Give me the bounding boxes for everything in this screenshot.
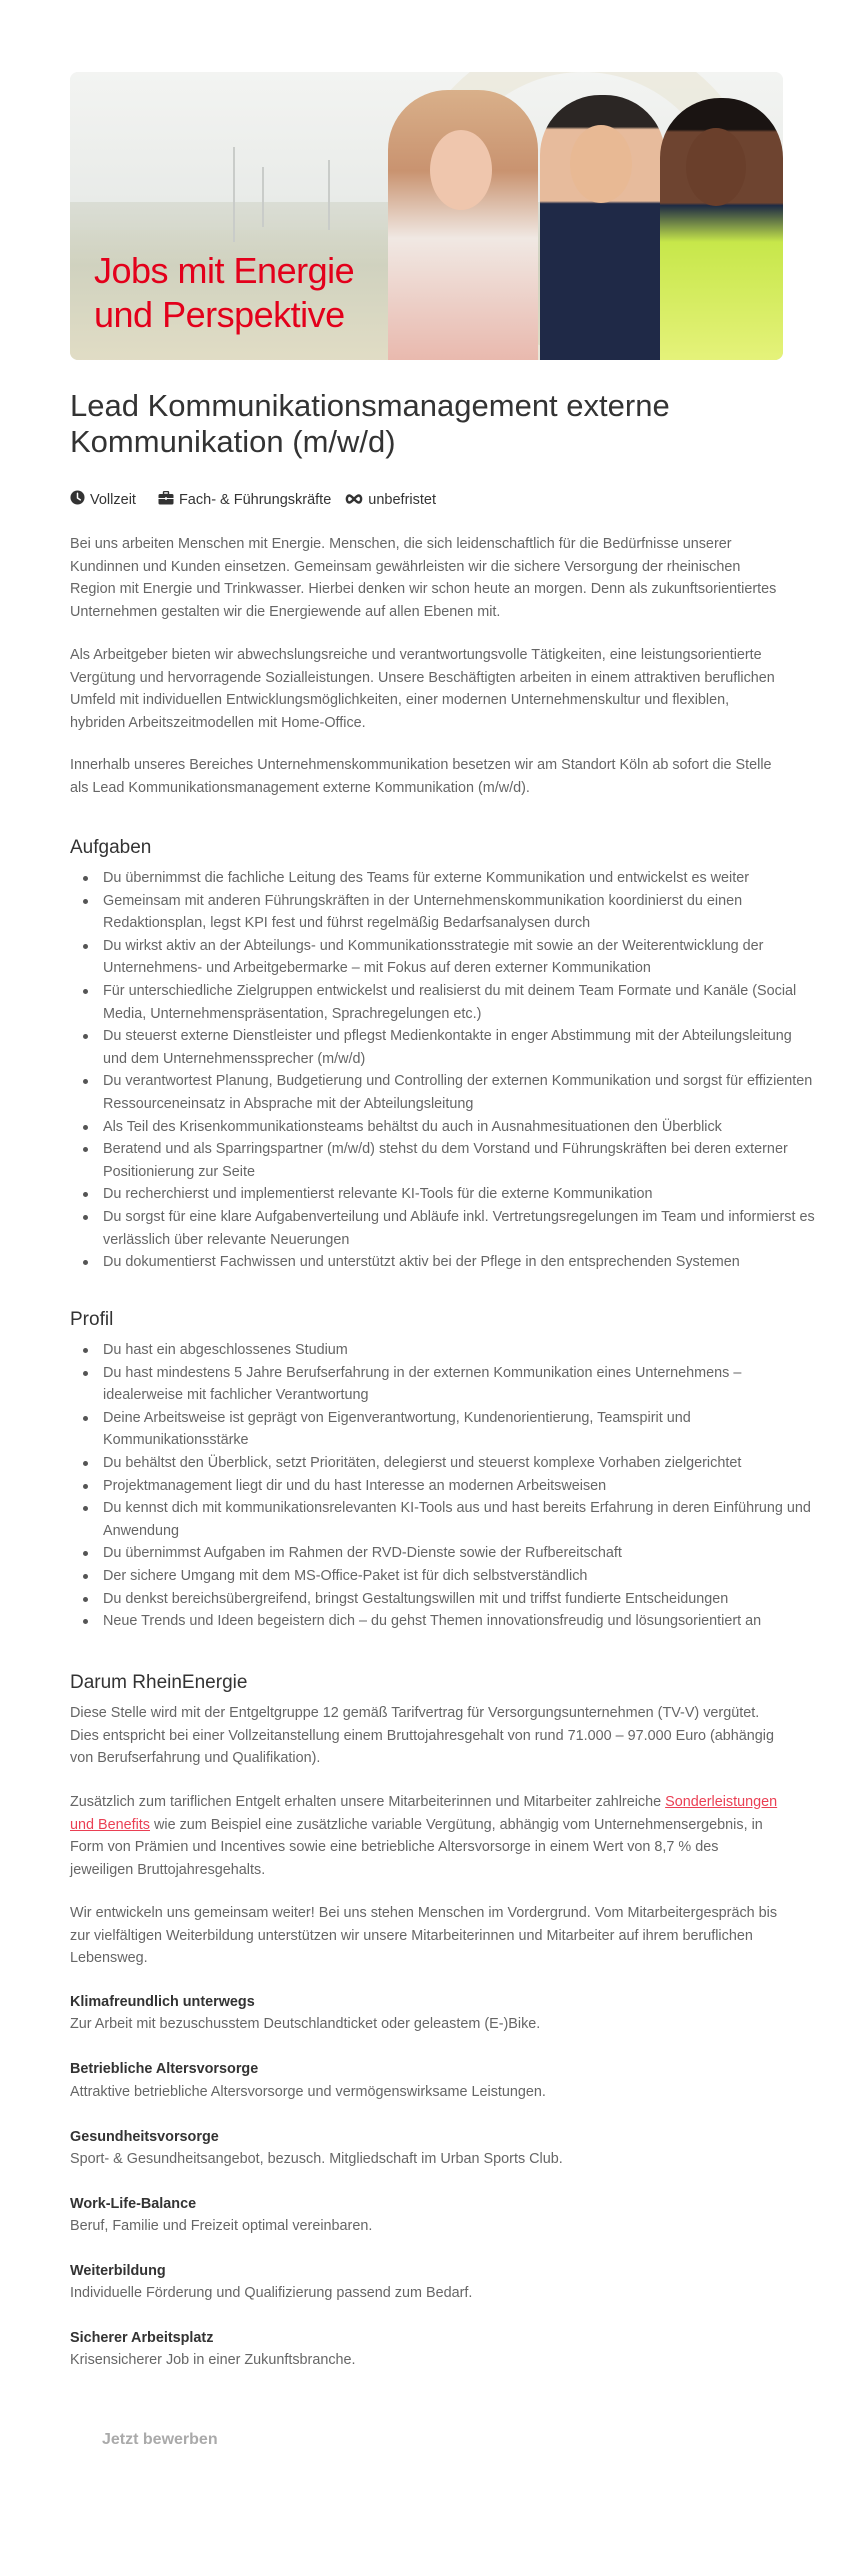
apply-button[interactable]: Jetzt bewerben (102, 2431, 218, 2448)
list-item: Du kennst dich mit kommunikationsrelevanten KI-Tools aus und hast bereits Erfahrung in deren Einführung und Anwendung (103, 1497, 816, 1542)
benefits-link[interactable]: Sonderleistungen und Benefits (70, 1794, 778, 1833)
list-item: Du denkst bereichsübergreifend, bringst Gestaltungswillen mit und triffst fundierte Entscheidungen (103, 1588, 816, 1611)
list-item: Du steuerst externe Dienstleister und pflegst Medienkontakte in enger Abstimmung mit der Abteilungsleitung und dem Unternehmenssprecher (m/w/d) (103, 1025, 816, 1070)
benefits-text: wie zum Beispiel eine zusätzliche variable Vergütung, abhängig vom Unternehmensergebnis, in Form von Prämien und Incentives sowie eine betriebliche Altersvorsorge in einem Wert von 8,7 % des jeweiligen Bruttojahresgehalts. (70, 1816, 763, 1878)
infinity-icon (345, 492, 363, 508)
benefit-title: Sicherer Arbeitsplatz (70, 2330, 214, 2346)
list-item: Als Teil des Krisenkommunikationsteams behältst du auch in Ausnahmesituationen den Überblick (103, 1116, 816, 1139)
list-item: Du übernimmst die fachliche Leitung des Teams für externe Kommunikation und entwickelst es weiter (103, 867, 816, 890)
meta-label: unbefristet (368, 491, 436, 508)
intro-paragraph: Innerhalb unseres Bereiches Unternehmenskommunikation besetzen wir am Standort Köln ab sofort die Stelle als Lead Kommunikationsmanagement externe Kommunikation (m/w/d). (70, 757, 772, 796)
list-item: Du sorgst für eine klare Aufgabenverteilung und Abläufe inkl. Vertretungsregelungen im Team und informierst es verlässlich über relevante Neuerungen (103, 1206, 816, 1251)
section-heading-darum: Darum RheinEnergie (70, 1672, 248, 1693)
list-item: Neue Trends und Ideen begeistern dich – du gehst Themen innovationsfreudig und lösungsorientiert an (103, 1610, 816, 1633)
benefit-title: Work-Life-Balance (70, 2196, 197, 2212)
meta-contract-type (345, 492, 436, 508)
benefits-text: Zusätzlich zum tariflichen Entgelt erhalten unsere Mitarbeiterinnen und Mitarbeiter zahlreiche (70, 1794, 666, 1810)
list-item: Projektmanagement liegt dir und du hast Interesse an modernen Arbeitsweisen (103, 1475, 816, 1498)
benefit-description: Attraktive betriebliche Altersvorsorge und vermögenswirksame Leistungen. (70, 2084, 546, 2100)
list-item: Beratend und als Sparringspartner (m/w/d) stehst du dem Vorstand und Führungskräften bei deren externer Positionierung zur Seite (103, 1138, 816, 1183)
benefit-description: Sport- & Gesundheitsangebot, bezusch. Mitgliedschaft im Urban Sports Club. (70, 2151, 563, 2167)
hero-banner (70, 72, 783, 360)
list-item: Für unterschiedliche Zielgruppen entwickelst und realisierst du mit deinem Team Formate und Kanäle (Social Media, Unternehmenspräsentation, Sprachregelungen etc.) (103, 980, 816, 1025)
list-item: Du dokumentierst Fachwissen und unterstützt aktiv bei der Pflege in den entsprechenden Systemen (103, 1251, 816, 1274)
aufgaben-list (70, 867, 816, 1274)
banner-headline (94, 249, 354, 337)
wind-turbine-icon (262, 167, 264, 227)
profil-list (70, 1339, 816, 1633)
list-item: Deine Arbeitsweise ist geprägt von Eigenverantwortung, Kundenorientierung, Teamspirit und Kommunikationsstärke (103, 1407, 816, 1452)
intro-paragraph: Bei uns arbeiten Menschen mit Energie. Menschen, die sich leidenschaftlich für die Bedürfnisse unserer Kundinnen und Kunden einsetzen. Gemeinsam gewährleisten wir die sichere Versorgung der rheinischen Region mit Energie und Trinkwasser. Hierbei denken wir schon heute an morgen. Denn als zukunftsorientiertes Unternehmen gestalten wir die Energiewende auf allen Ebenen mit. (70, 536, 777, 620)
benefit-description: Krisensicherer Job in einer Zukunftsbranche. (70, 2352, 356, 2368)
benefit-description: Zur Arbeit mit bezuschusstem Deutschlandticket oder geleastem (E-)Bike. (70, 2016, 541, 2032)
banner-person-technician (660, 98, 783, 360)
banner-headline-line2: und Perspektive (94, 294, 345, 335)
list-item: Du recherchierst und implementierst relevante KI-Tools für die externe Kommunikation (103, 1183, 816, 1206)
list-item: Du hast ein abgeschlossenes Studium (103, 1339, 816, 1362)
section-heading-profil: Profil (70, 1309, 114, 1330)
banner-person-woman (388, 90, 538, 360)
section-heading-aufgaben: Aufgaben (70, 837, 152, 858)
list-item: Du übernimmst Aufgaben im Rahmen der RVD-Dienste sowie der Rufbereitschaft (103, 1542, 816, 1565)
benefit-title: Betriebliche Altersvorsorge (70, 2061, 259, 2077)
benefit-title: Gesundheitsvorsorge (70, 2129, 219, 2145)
list-item: Du behältst den Überblick, setzt Prioritäten, delegierst und steuerst komplexe Vorhaben zielgerichtet (103, 1452, 816, 1475)
list-item: Du wirkst aktiv an der Abteilungs- und Kommunikationsstrategie mit sowie an der Weiterentwicklung der Unternehmens- und Arbeitgebermarke – mit Fokus auf deren externer Kommunikation (103, 935, 816, 980)
briefcase-icon (158, 491, 174, 509)
benefit-description: Beruf, Familie und Freizeit optimal vereinbaren. (70, 2218, 373, 2234)
list-item: Der sichere Umgang mit dem MS-Office-Paket ist für dich selbstverständlich (103, 1565, 816, 1588)
banner-headline-line1: Jobs mit Energie (94, 250, 355, 291)
benefit-title: Weiterbildung (70, 2263, 166, 2279)
salary-paragraph: Diese Stelle wird mit der Entgeltgruppe 12 gemäß Tarifvertrag für Versorgungsunternehmen (TV-V) vergütet. Dies entspricht bei einer Vollzeitanstellung einem Bruttojahresgehalt von rund 71.000 – 97.000 Euro (abhängig von Berufserfahrung und Qualifikation). (70, 1705, 775, 1767)
meta-label: Vollzeit (90, 491, 136, 508)
job-meta (70, 490, 450, 509)
list-item: Du hast mindestens 5 Jahre Berufserfahrung in der externen Kommunikation eines Unternehmens – idealerweise mit fachlicher Verantwortung (103, 1362, 816, 1407)
meta-label: Fach- & Führungskräfte (178, 491, 332, 508)
benefit-description: Individuelle Förderung und Qualifizierung passend zum Bedarf. (70, 2285, 473, 2301)
development-paragraph: Wir entwickeln uns gemeinsam weiter! Bei uns stehen Menschen im Vordergrund. Vom Mitarbeitergespräch bis zur vielfältigen Weiterbildung unterstützen wir unsere Mitarbeiterinnen und Mitarbeiter auf ihrem beruflichen Lebensweg. (70, 1905, 778, 1967)
meta-career-level (158, 491, 331, 509)
intro-paragraph: Als Arbeitgeber bieten wir abwechslungsreiche und verantwortungsvolle Tätigkeiten, eine leistungsorientierte Vergütung und hervorragende Sozialleistungen. Unsere Beschäftigten arbeiten in einem attraktiven beruflichen Umfeld mit individuellen Entwicklungsmöglichkeiten, einer modernen Unternehmenskultur und flexiblen, hybriden Arbeitszeitmodellen mit Home-Office. (70, 647, 775, 731)
wind-turbine-icon (233, 147, 235, 242)
meta-employment-type (70, 490, 136, 509)
benefit-title: Klimafreundlich unterwegs (70, 1994, 255, 2010)
banner-person-man (540, 95, 665, 360)
job-title: Lead Kommunikationsmanagement externe Kommunikation (m/w/d) (70, 388, 670, 459)
wind-turbine-icon (328, 160, 330, 230)
list-item: Gemeinsam mit anderen Führungskräften in der Unternehmenskommunikation koordinierst du einen Redaktionsplan, legst KPI fest und führst regelmäßig Bedarfsanalysen durch (103, 890, 816, 935)
benefits-paragraph (70, 1791, 783, 1881)
clock-icon (70, 490, 85, 509)
list-item: Du verantwortest Planung, Budgetierung und Controlling der externen Kommunikation und sorgst für effizienten Ressourceneinsatz in Absprache mit der Abteilungsleitung (103, 1070, 816, 1115)
